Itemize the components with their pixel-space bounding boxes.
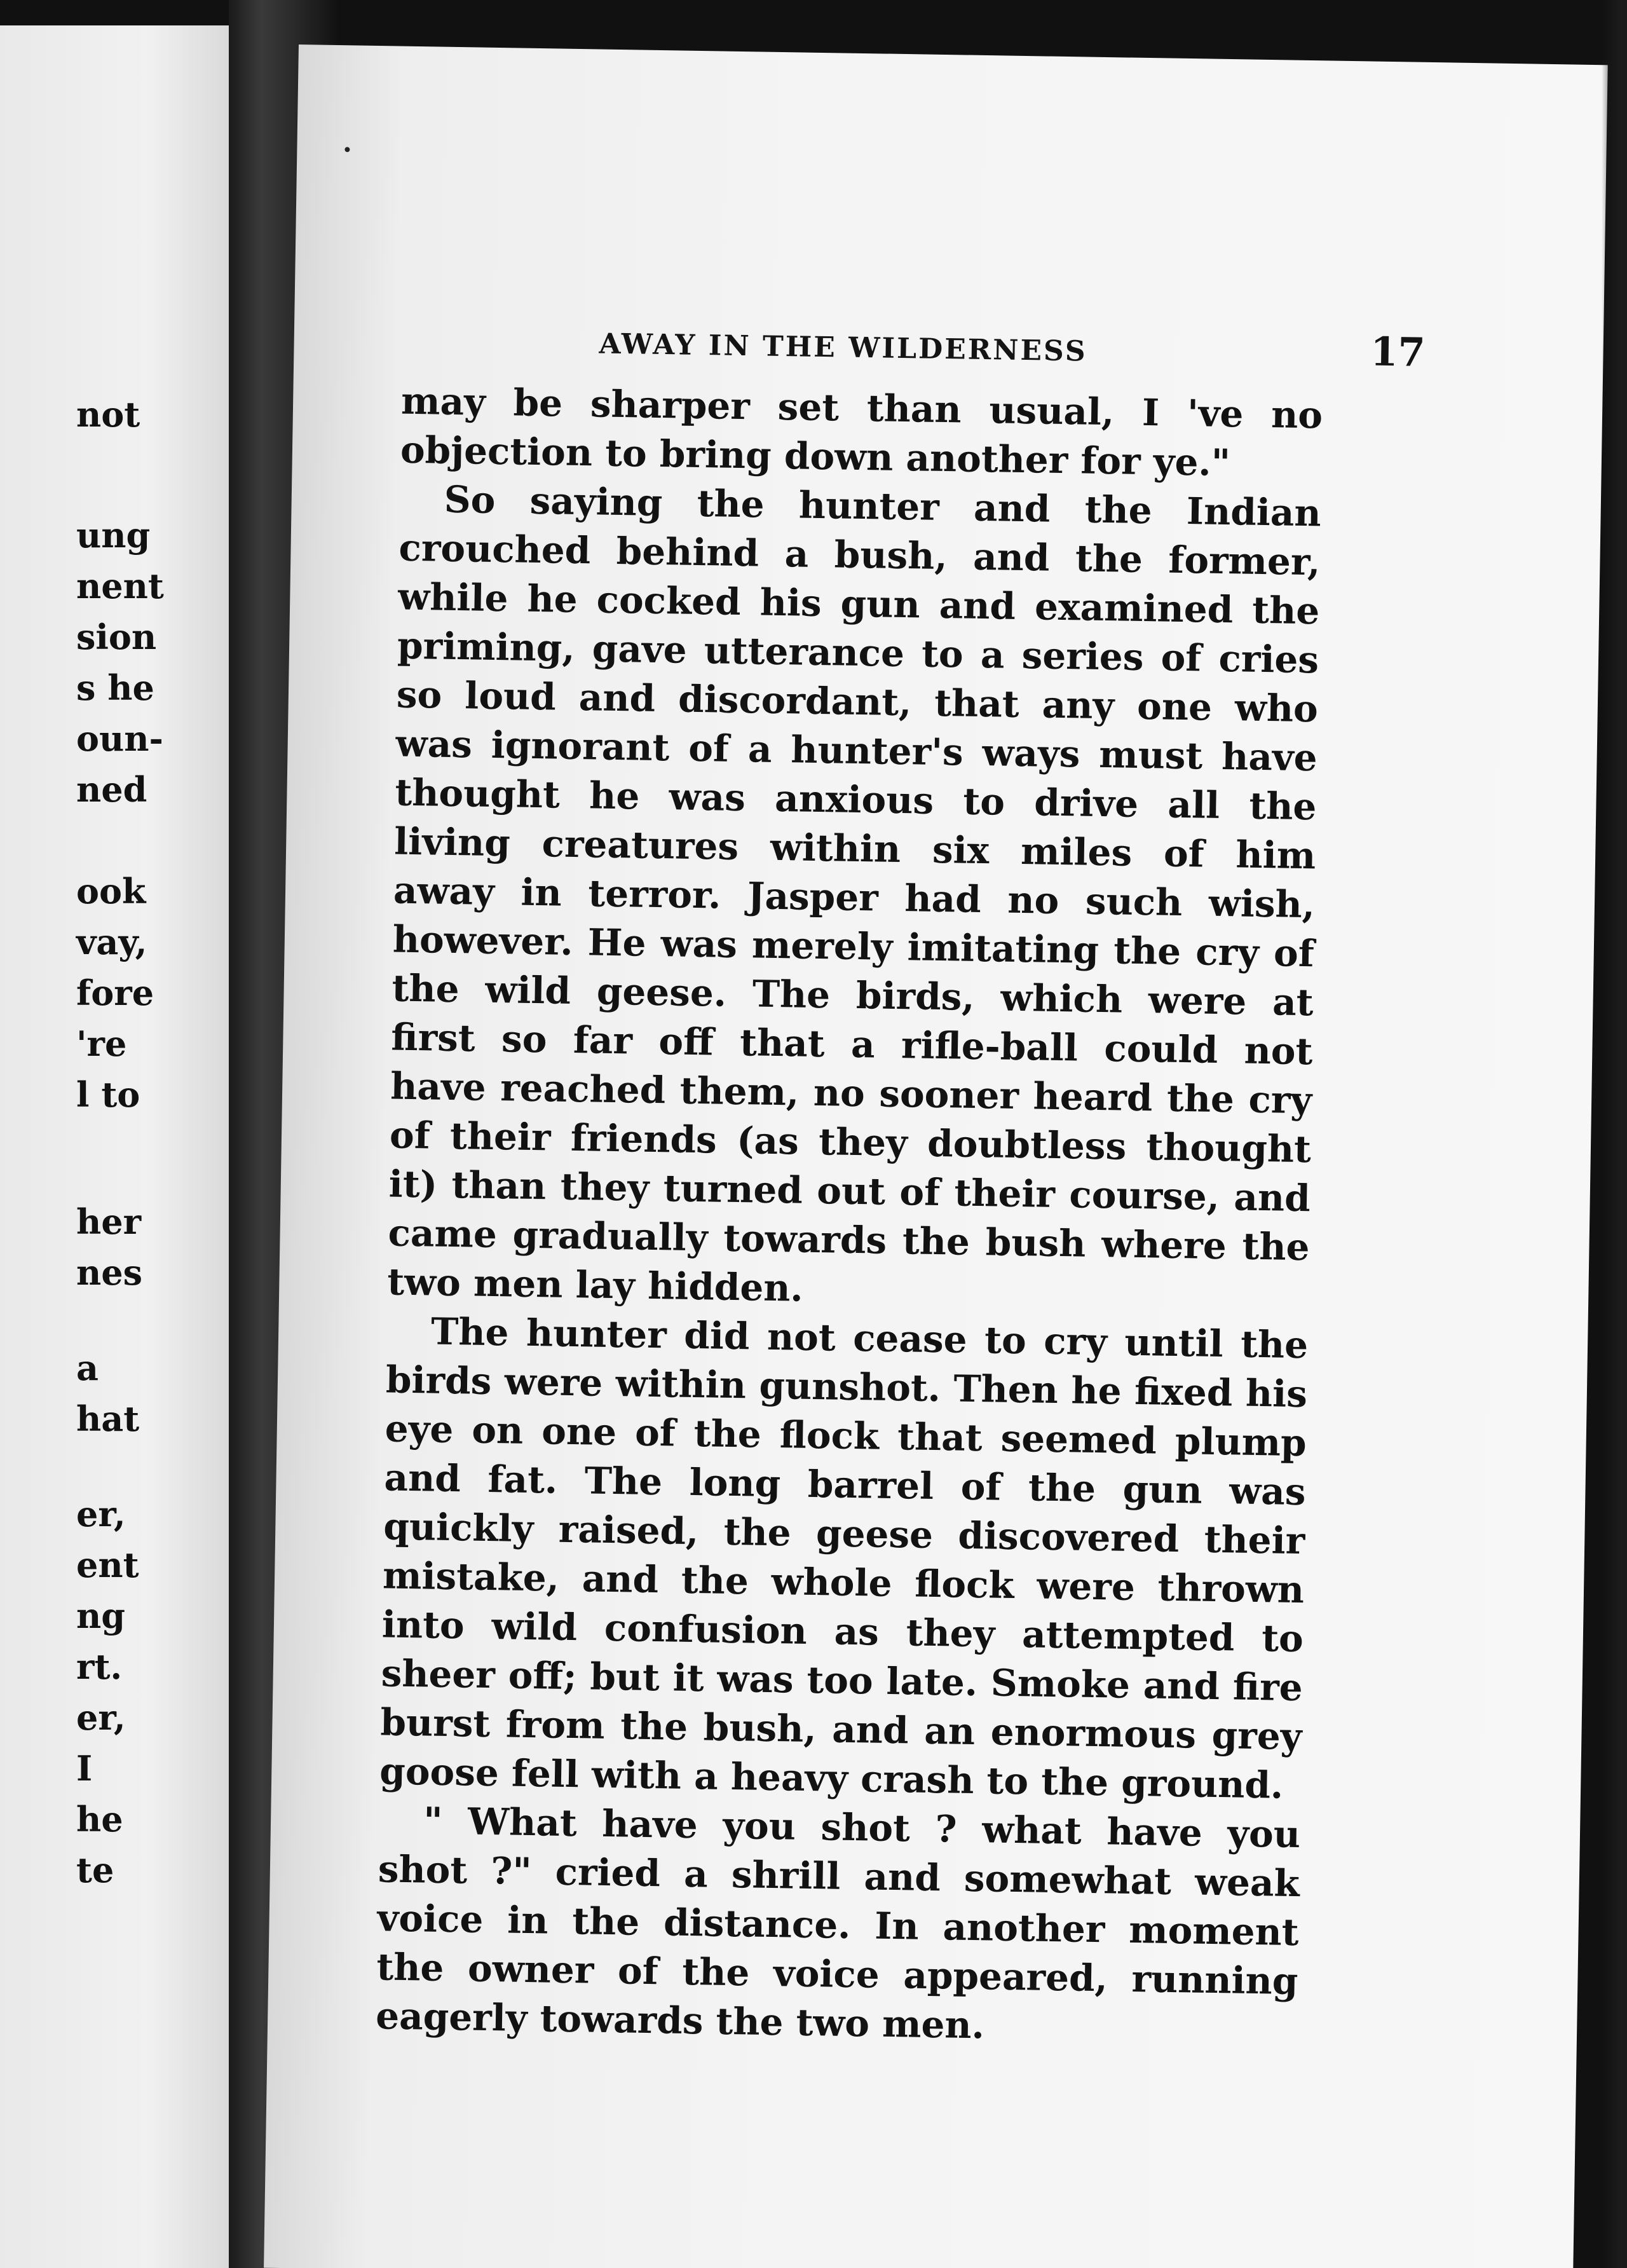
page-number: 17	[1370, 328, 1426, 376]
left-page-fragment: not	[76, 394, 140, 435]
left-page-fragment: rt.	[76, 1646, 123, 1687]
left-page-fragment: oun-	[76, 718, 163, 759]
paragraph-4: " What have you shot ? what have you shot ?" cried a shrill and somewhat weak voice in the distance. In another moment the owner of the voice appeared, running eagerly towards the two men.	[375, 1799, 1301, 2047]
left-page-fragment: he	[76, 1799, 123, 1840]
paragraph-1: may be sharper set than usual, I 've no objection to bring down another for ye."	[400, 379, 1323, 485]
body-text	[376, 377, 1323, 2055]
left-page-fragment: te	[76, 1850, 114, 1890]
left-page-fragment: l to	[76, 1074, 140, 1115]
left-page-fragment: ned	[76, 769, 147, 810]
left-page-fragment: er,	[76, 1697, 126, 1738]
left-page-fragment: 're	[76, 1023, 127, 1064]
left-page-fragment: a	[76, 1348, 99, 1388]
left-page-fragment: nent	[76, 566, 164, 606]
left-page-text-fragments	[0, 25, 267, 2268]
right-scan-edge	[1602, 0, 1627, 2268]
left-facing-page	[0, 25, 267, 2268]
right-page	[264, 44, 1608, 2268]
left-page-fragment: vay,	[76, 922, 147, 962]
left-page-fragment: sion	[76, 617, 157, 657]
left-page-fragment: fore	[76, 973, 154, 1013]
left-page-fragment: I	[76, 1748, 93, 1789]
left-page-fragment: her	[76, 1201, 142, 1242]
left-page-fragment: nes	[76, 1252, 143, 1293]
left-page-fragment: s he	[76, 667, 154, 708]
left-page-fragment: hat	[76, 1398, 140, 1439]
paragraph-2: So saying the hunter and the Indian crouched behind a bush, and the former, while he cocked his gun and examined the priming, gave utterance to a series of cries so loud and discordant, that any one who was ignorant of a hunter's ways must have thought he was anxious to drive all the living creatures within six miles of him away in terror. Jasper had no such wish, however. He was merely imitating the cry of the wild geese. The birds, which were at first so far off that a rifle-ball could not have reached them, no sooner heard the cry of their friends (as they doubtless thought it) than they turned out of their course, and came gradually towards the bush where the two men lay hidden.	[386, 477, 1322, 1310]
running-header	[599, 316, 1426, 375]
left-page-fragment: ook	[76, 871, 146, 912]
left-page-fragment: er,	[76, 1494, 126, 1534]
left-page-fragment: ent	[76, 1545, 139, 1585]
ink-speck	[344, 147, 350, 152]
left-page-fragment: ng	[76, 1595, 126, 1636]
paragraph-3: The hunter did not cease to cry until the birds were within gunshot. Then he fixed his eye on one of the flock that seemed plump and fat. The long barrel of the gun was quickly raised, the geese discovered their mistake, and the whole flock were thrown into wild confusion as they attempted to sheer off; but it was too late. Smoke and fire burst from the bush, and an enormous grey goose fell with a heavy crash to the ground.	[379, 1309, 1309, 1807]
left-page-fragment: ung	[76, 515, 151, 556]
running-title: AWAY IN THE WILDERNESS	[599, 327, 1088, 368]
